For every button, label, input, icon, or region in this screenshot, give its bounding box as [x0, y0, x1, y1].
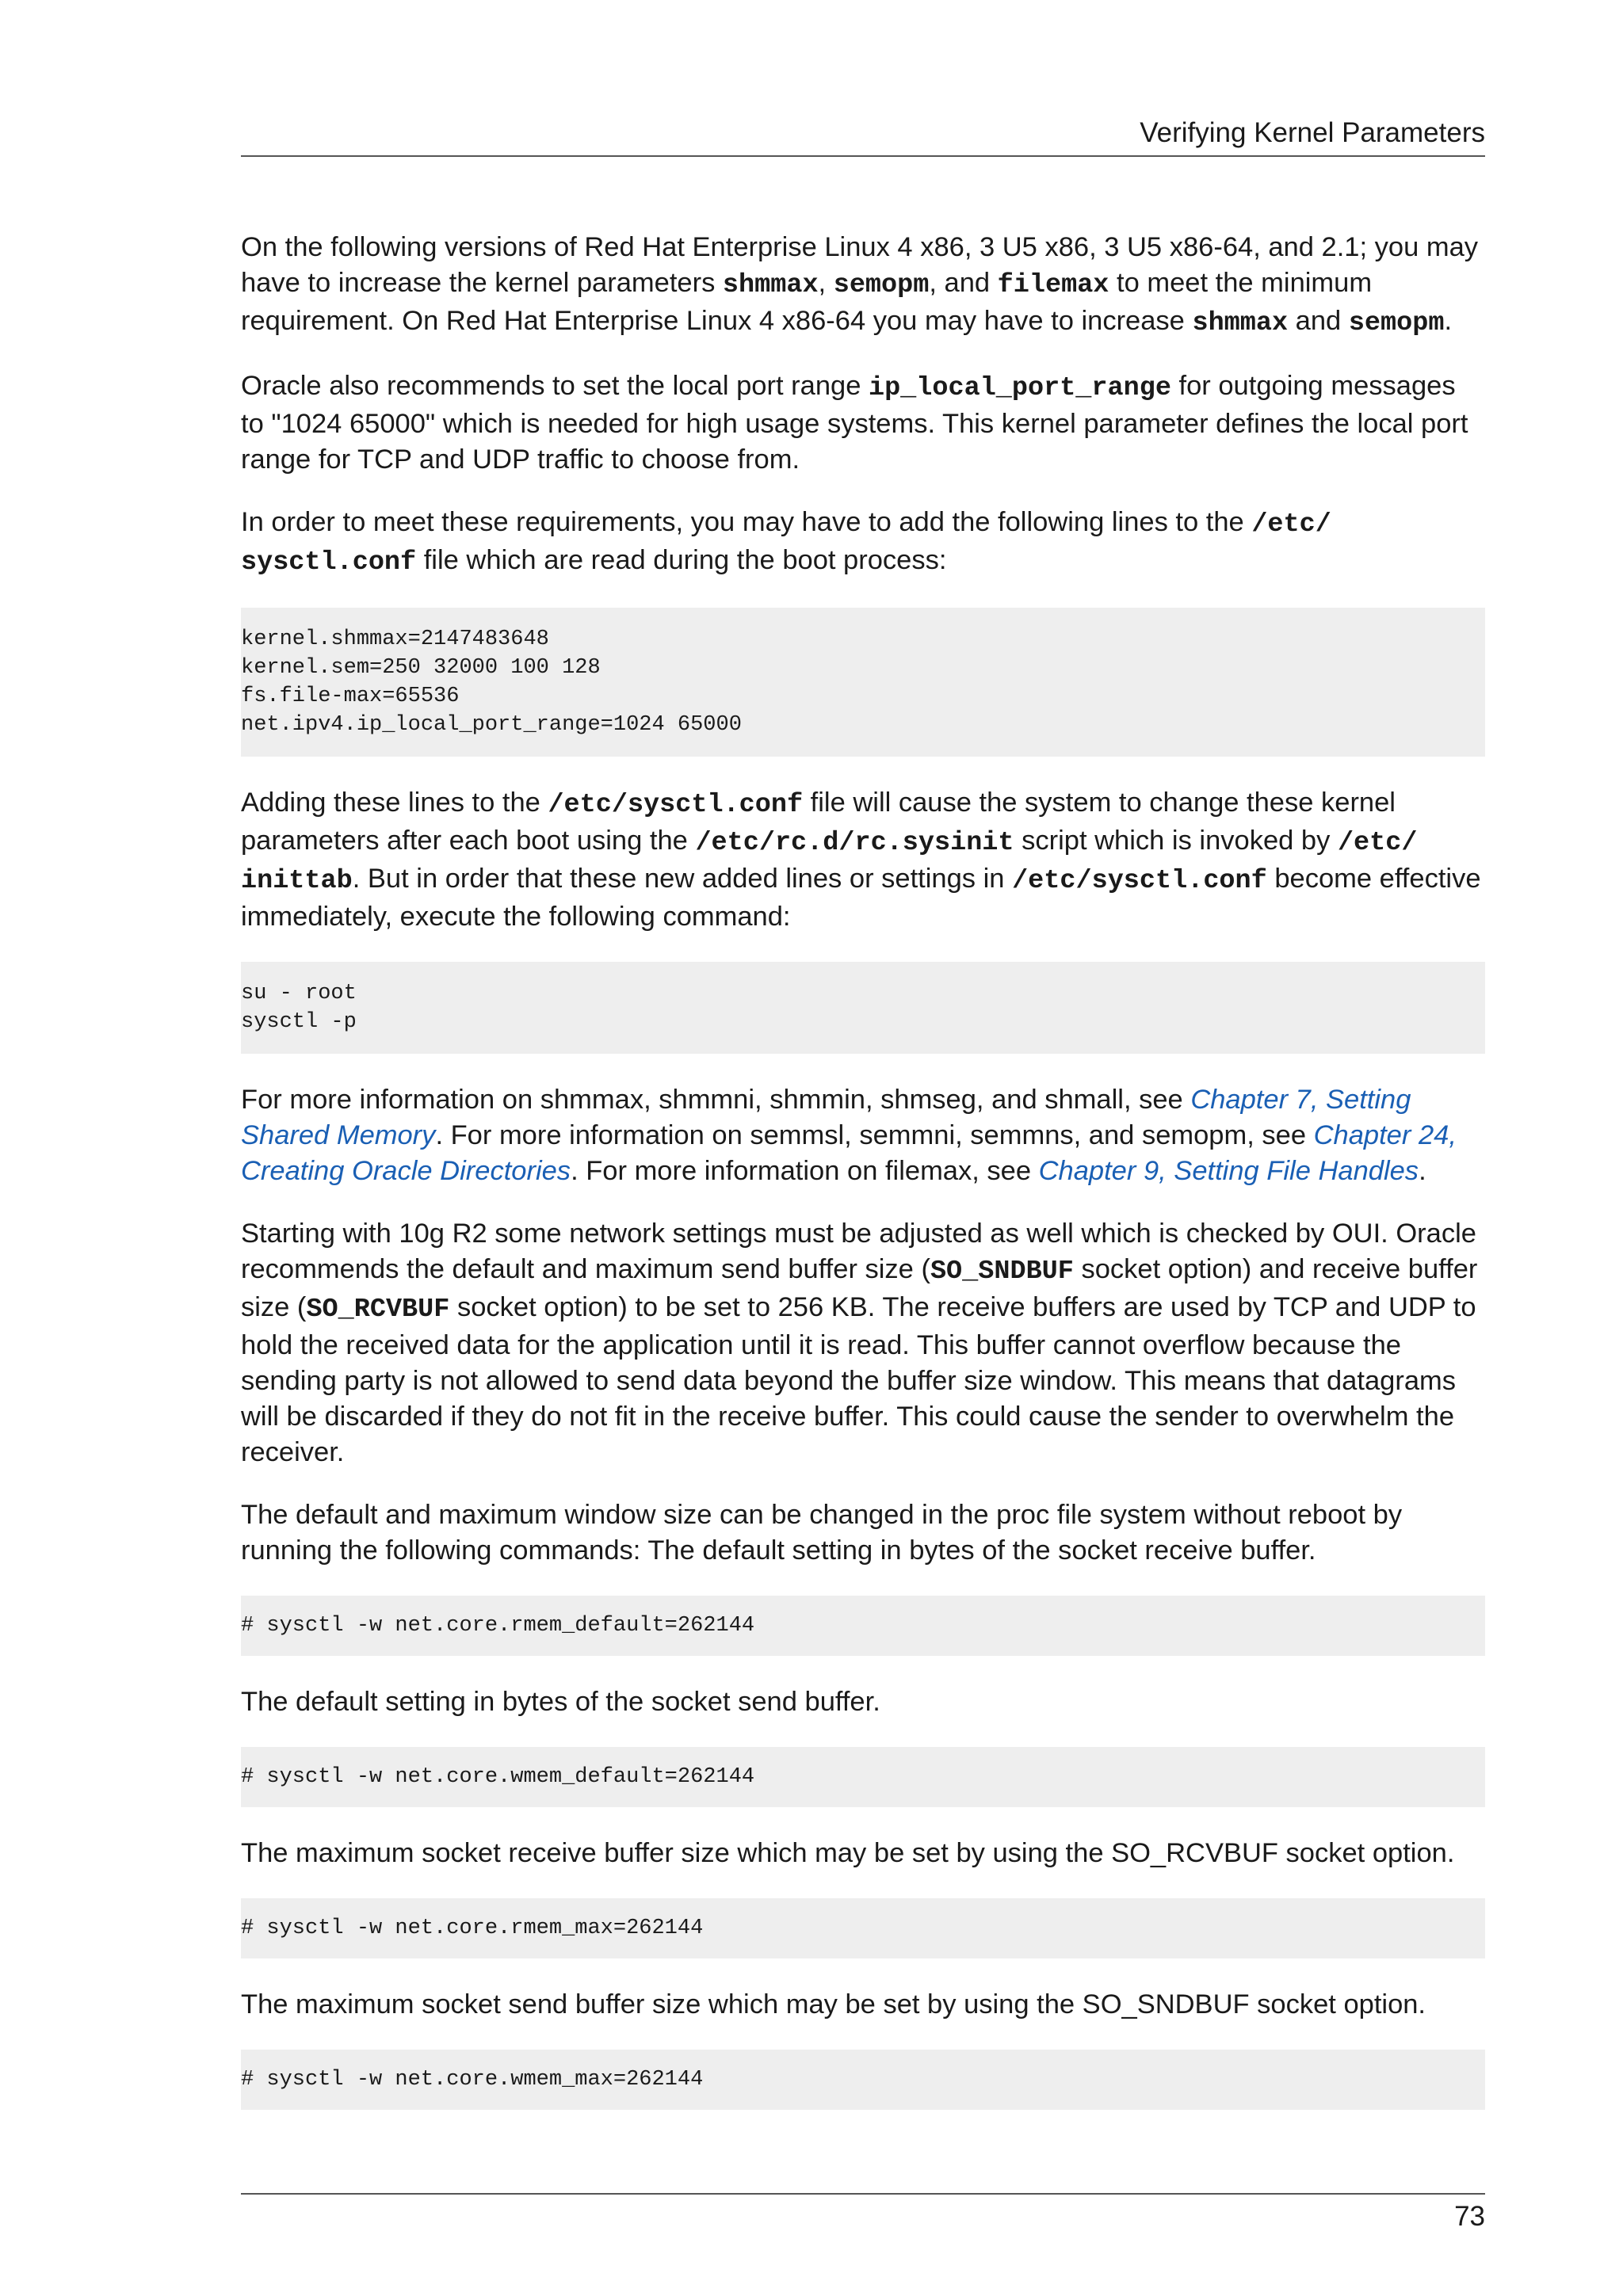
paragraph-boot-apply: Adding these lines to the /etc/sysctl.conf file will cause the system to change these kernel parameters after each boot using the /etc/rc.d/rc.sysinit script which is invoked by /etc/ inittab. But in order that these new added lines or settings in /etc/sysctl.conf become effective immediately, execute the following command: — [241, 788, 1481, 932]
link-chapter-7[interactable]: Chapter 7, Setting Shared Memory — [241, 1085, 1411, 1150]
file-sysctl-conf: /etc/ sysctl.conf — [241, 509, 1331, 578]
paragraph-kernel-versions: On the following versions of Red Hat Enterprise Linux 4 x86, 3 U5 x86, 3 U5 x86-64, and 2.1; you may have to increase the kernel parameters shmmax, semopm, and filemax to meet the minimum requirement. On Red Hat Enterprise Linux 4 x86-64 you may have to increase shmmax and semopm. — [241, 232, 1479, 338]
paragraph-more-info: For more information on shmmax, shmmni, shmmin, shmseg, and shmall, see Chapter 7, Setting Shared Memory. For more information on semmsl, semmni, semmns, and semopm, see Chapter 24, Creating Oracle Directories. For more information on filemax, see Chapter 9, Setting File Handles. — [241, 1085, 1457, 1186]
param-filemax: filemax — [997, 270, 1109, 300]
file-sysctl-conf: /etc/sysctl.conf — [548, 790, 804, 820]
paragraph-port-range: Oracle also recommends to set the local port range ip_local_port_range for outgoing messages to "1024 65000" which is needed for high usage systems. This kernel parameter defines the local port range for TCP and UDP traffic to choose from. — [241, 371, 1468, 475]
param-so-rcvbuf: SO_RCVBUF — [306, 1295, 450, 1325]
paragraph-send-default: The default setting in bytes of the socket send buffer. — [241, 1687, 880, 1717]
code-block-rmem-default: # sysctl -w net.core.rmem_default=262144 — [241, 1596, 1485, 1656]
param-shmmax: shmmax — [722, 270, 819, 300]
file-rc-sysinit: /etc/rc.d/rc.sysinit — [695, 828, 1014, 858]
param-so-sndbuf: SO_SNDBUF — [930, 1257, 1074, 1287]
paragraph-receive-max: The maximum socket receive buffer size which may be set by using the SO_RCVBUF socket option. — [241, 1838, 1455, 1868]
page-number: 73 — [1454, 2201, 1485, 2232]
param-shmmax: shmmax — [1192, 308, 1289, 338]
link-chapter-9[interactable]: Chapter 9, Setting File Handles — [1038, 1156, 1419, 1186]
code-block-sysctl-conf: kernel.shmmax=2147483648 kernel.sem=250 32000 100 128 fs.file-max=65536 net.ipv4.ip_local_port_range=1024 65000 — [241, 608, 1485, 757]
page-content — [241, 230, 1485, 2138]
paragraph-sysctl-intro: In order to meet these requirements, you may have to add the following lines to the /etc/ sysctl.conf file which are read during the boot process: — [241, 507, 1331, 578]
paragraph-send-max: The maximum socket send buffer size which may be set by using the SO_SNDBUF socket option. — [241, 1989, 1426, 2019]
file-inittab: /etc/ inittab — [241, 828, 1418, 896]
code-block-wmem-default: # sysctl -w net.core.wmem_default=262144 — [241, 1747, 1485, 1807]
param-semopm: semopm — [1348, 308, 1445, 338]
param-semopm: semopm — [833, 270, 930, 300]
link-chapter-24[interactable]: Chapter 24, Creating Oracle Directories — [241, 1120, 1457, 1186]
header-divider — [241, 155, 1485, 157]
document-page — [241, 0, 1485, 2296]
code-block-wmem-max: # sysctl -w net.core.wmem_max=262144 — [241, 2050, 1485, 2110]
paragraph-network-settings: Starting with 10g R2 some network settings must be adjusted as well which is checked by OUI. Oracle recommends the default and maximum send buffer size (SO_SNDBUF socket option) and receive buffer size (SO_RCVBUF socket option) to be set to 256 KB. The receive buffers are used by TCP and UDP to hold the received data for the application until it is read. This buffer cannot overflow because the sending party is not allowed to send data beyond the buffer size window. This means that datagrams will be discarded if they do not fit in the receive buffer. This could cause the sender to overwhelm the receiver. — [241, 1219, 1478, 1467]
code-block-sysctl-p: su - root sysctl -p — [241, 962, 1485, 1054]
footer-divider — [241, 2193, 1485, 2195]
paragraph-window-size: The default and maximum window size can be changed in the proc file system without reboot by running the following commands: The default setting in bytes of the socket receive buffer. — [241, 1500, 1403, 1566]
file-sysctl-conf: /etc/sysctl.conf — [1012, 866, 1267, 896]
running-header: Verifying Kernel Parameters — [1140, 117, 1485, 148]
code-block-rmem-max: # sysctl -w net.core.rmem_max=262144 — [241, 1898, 1485, 1958]
param-ip-local-port-range: ip_local_port_range — [868, 373, 1171, 403]
